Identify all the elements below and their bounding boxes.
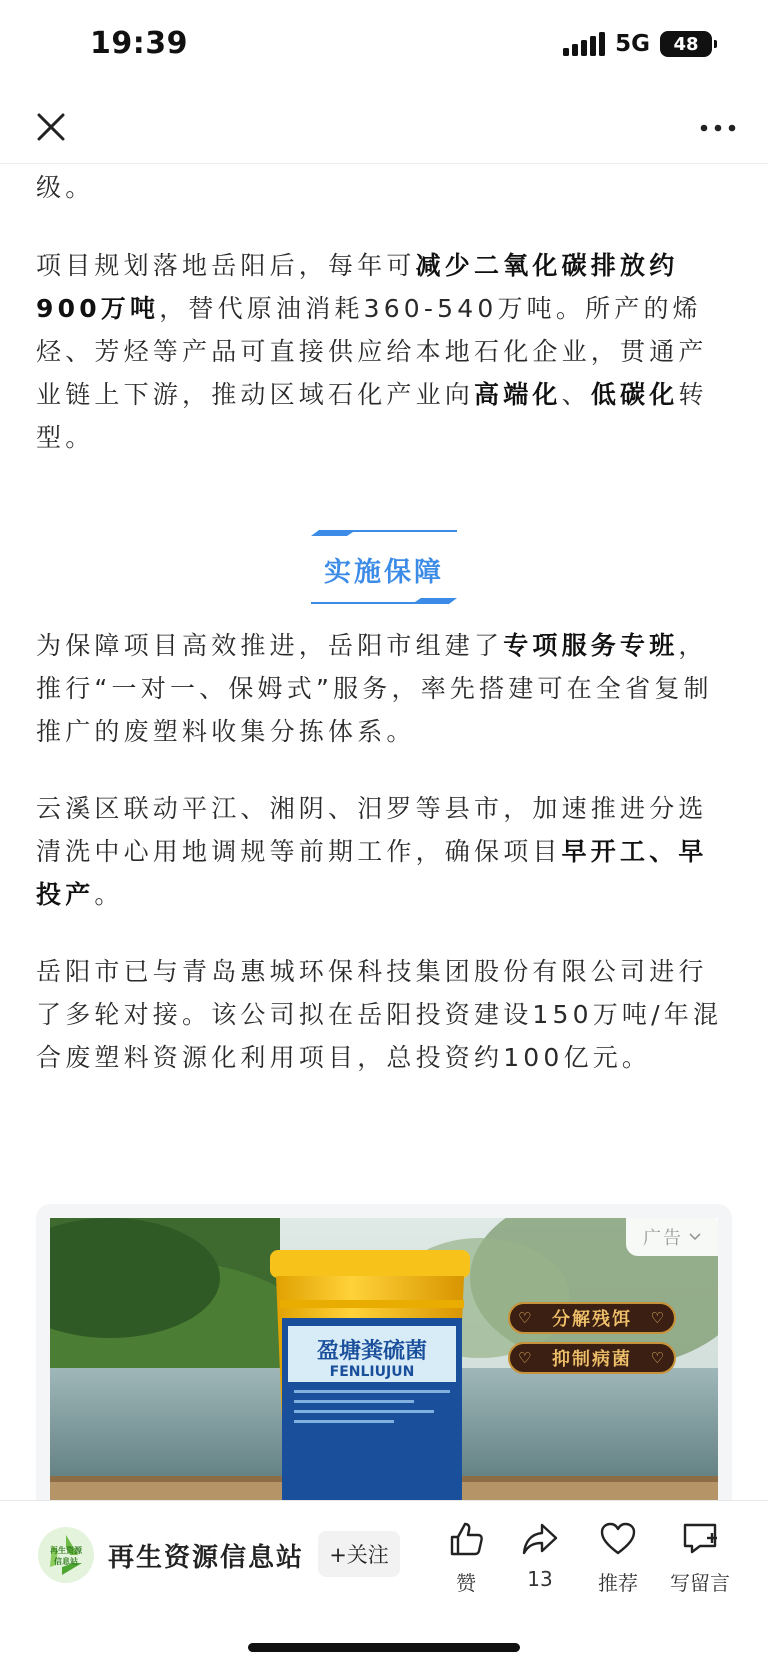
text: ，替代原油消耗360-540万吨。所产的烯烃、芳烃等产品可直接供应给本地石化企业，贯通产业链上下游，推动区域石化产业向	[36, 294, 708, 409]
comment-label: 写留言	[670, 1571, 730, 1595]
ad-tag-2	[508, 1342, 676, 1374]
bold-text: 高端化	[474, 380, 562, 409]
share-button[interactable]	[500, 1519, 580, 1591]
share-icon	[520, 1519, 560, 1559]
bottom-toolbar	[0, 1500, 768, 1662]
nav-bar	[0, 92, 768, 164]
section-title: 实施保障	[324, 557, 444, 588]
heart-icon: ♡	[518, 1309, 534, 1327]
ad-badge-label: 广告	[643, 1228, 683, 1249]
comment-icon	[680, 1519, 720, 1559]
heading-decoration-top	[311, 530, 457, 536]
ad-card[interactable]	[36, 1204, 732, 1500]
heart-icon: ♡	[650, 1309, 666, 1327]
ad-product-pinyin: FENLIUJUN	[329, 1364, 415, 1380]
status-indicators	[563, 31, 712, 57]
paragraph-2	[36, 624, 732, 753]
battery-level: 48	[673, 33, 699, 55]
like-button[interactable]	[426, 1519, 506, 1596]
text: ，推行“一对一、保姆式”服务，率先搭建可在全省复制推广的废塑料收集分拣体系。	[36, 631, 713, 746]
article-body	[0, 164, 768, 1500]
paragraph-3	[36, 787, 732, 916]
status-bar	[0, 0, 768, 92]
text: 云溪区联动平江、湘阴、汨罗等县市，加速推进分选清洗中心用地调规等前期工作，确保项目	[36, 794, 708, 866]
recommend-label: 推荐	[598, 1571, 638, 1595]
text: 项目规划落地岳阳后，每年可	[36, 251, 416, 280]
more-button[interactable]	[696, 106, 740, 150]
ad-tag-text: 分解残饵	[552, 1309, 632, 1330]
like-label: 赞	[456, 1571, 476, 1595]
text: 转型。	[36, 380, 708, 452]
chevron-down-icon	[689, 1233, 701, 1241]
recommend-button[interactable]	[578, 1519, 658, 1596]
thumbs-up-icon	[446, 1519, 486, 1559]
paragraph-1	[36, 244, 732, 459]
ad-badge[interactable]	[626, 1218, 718, 1256]
comment-button[interactable]	[658, 1519, 742, 1596]
share-count: 13	[527, 1567, 553, 1591]
heart-icon: ♡	[518, 1349, 534, 1367]
paragraph-4: 岳阳市已与青岛惠城环保科技集团股份有限公司进行了多轮对接。该公司拟在岳阳投资建设150万吨/年混合废塑料资源化利用项目，总投资约100亿元。	[36, 957, 723, 1072]
bold-text: 早开工、早投产	[36, 837, 708, 909]
avatar-text-2: 信息站	[54, 1557, 78, 1566]
ad-image[interactable]	[50, 1218, 718, 1500]
text: 、	[561, 380, 591, 409]
heart-icon: ♡	[650, 1349, 666, 1367]
network-label: 5G	[615, 31, 650, 57]
recycle-icon	[38, 1527, 94, 1583]
ad-product-name: 盈塘粪硫菌	[316, 1338, 428, 1364]
ad-tag-1	[508, 1302, 676, 1334]
section-heading	[0, 530, 768, 610]
heading-decoration-bottom	[311, 598, 457, 604]
paragraph-0-tail: 级。	[36, 173, 95, 202]
more-icon	[696, 106, 740, 150]
text: 为保障项目高效推进，岳阳市组建了	[36, 631, 504, 660]
account-name[interactable]: 再生资源信息站	[108, 1543, 305, 1573]
home-indicator[interactable]	[248, 1643, 520, 1652]
close-icon	[30, 106, 74, 150]
avatar[interactable]	[38, 1527, 94, 1583]
bold-text: 低碳化	[590, 380, 679, 409]
battery-icon	[660, 31, 712, 57]
text: 。	[94, 880, 124, 909]
ad-tag-text: 抑制病菌	[552, 1349, 632, 1370]
heart-icon	[598, 1519, 638, 1559]
bold-text: 减少二氧化碳排放约900万吨	[36, 251, 679, 323]
status-time: 19:39	[90, 26, 188, 61]
follow-button[interactable]: +关注	[318, 1531, 400, 1577]
bold-text: 专项服务专班	[503, 631, 679, 660]
avatar-text-1: 再生资源	[50, 1546, 82, 1555]
signal-icon	[563, 32, 605, 56]
close-button[interactable]	[30, 106, 74, 150]
